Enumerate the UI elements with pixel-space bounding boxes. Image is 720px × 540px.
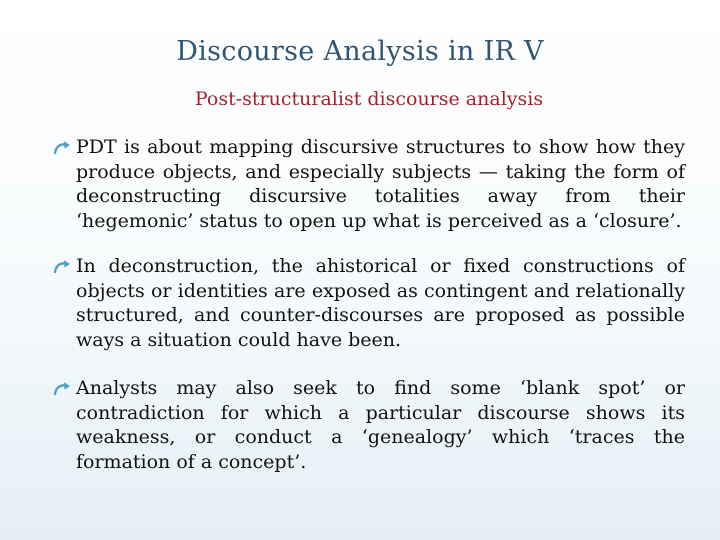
bullet-list [53, 135, 685, 495]
bullet-text: PDT is about mapping discursive structures to show how they produce objects, and especially subjects — taking the form of deconstructing discursive totalities away from their ‘hegemonic’ status to open up what is perceived as a ‘closure’. [76, 136, 685, 232]
curved-arrow-bullet-icon [53, 140, 72, 155]
slide-subtitle: Post-structuralist discourse analysis [194, 88, 544, 110]
bullet-text: Analysts may also seek to find some ‘blank spot’ or contradiction for which a particular discourse shows its weakness, or conduct a ‘genealogy’ which ‘traces the formation of a concept’. [76, 377, 685, 473]
curved-arrow-bullet-icon [53, 381, 72, 396]
bullet-item [53, 376, 685, 474]
curved-arrow-bullet-icon [53, 259, 72, 274]
bullet-item [53, 254, 685, 352]
slide-title: Discourse Analysis in IR V [176, 36, 544, 67]
bullet-item [53, 135, 685, 233]
bullet-text: In deconstruction, the ahistorical or fixed constructions of objects or identities are exposed as contingent and relationally structured, and counter-discourses are proposed as possible ways a situation could have been. [76, 255, 685, 351]
